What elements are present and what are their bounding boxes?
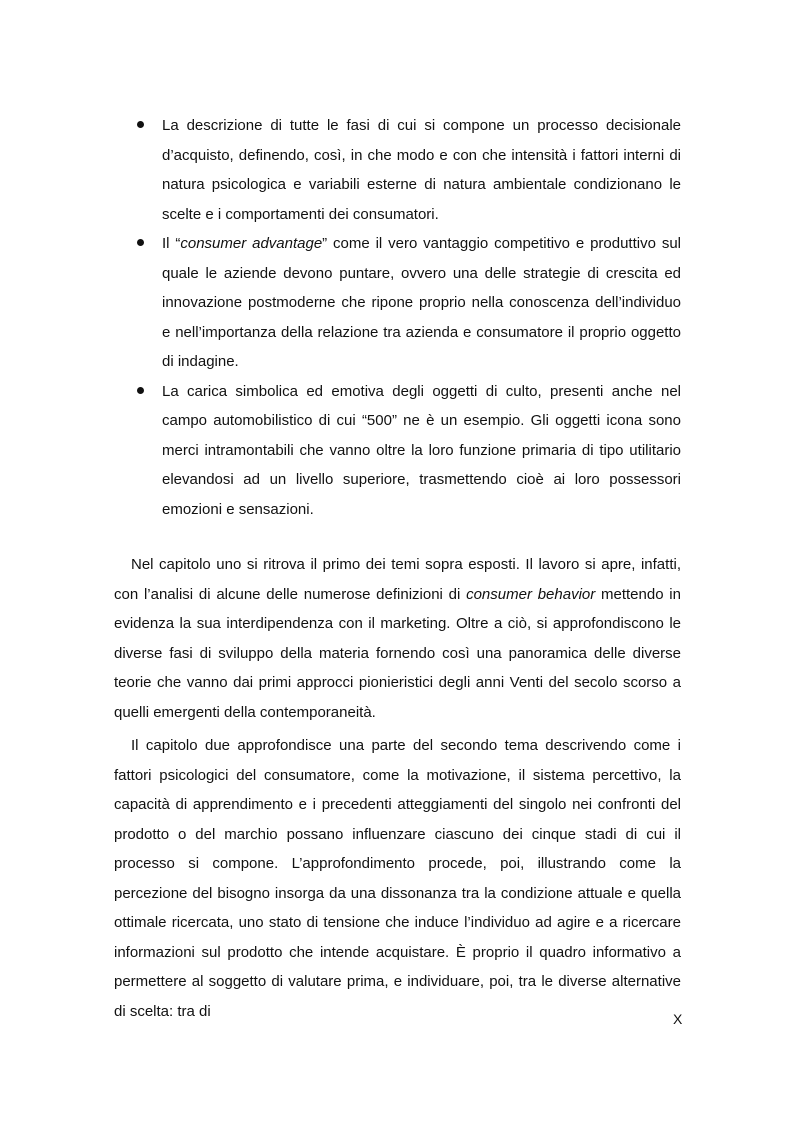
bullet-text-italic: consumer advantage	[180, 235, 323, 252]
bullet-list	[162, 111, 681, 524]
paragraph-text-before: Nel capitolo uno si ritrova il primo dei temi sopra esposti. Il lavoro si apre, infatti, con l’analisi di alcune delle numerose definizioni di	[114, 556, 681, 603]
bullet-text-after: ” come il vero vantaggio competitivo e produttivo sul quale le aziende devono puntare, ovvero una delle strategie di crescita ed innovazione postmoderne che ripone proprio nella conoscenza dell’individuo e nell’importanza della relazione tra azienda e consumatore il proprio oggetto di indagine.	[162, 235, 681, 370]
paragraph-text-italic: consumer behavior	[466, 585, 596, 603]
bullet-text-before: Il “	[162, 235, 181, 252]
page-number: X	[673, 1011, 683, 1027]
bullet-item	[162, 377, 681, 525]
bullet-text: La descrizione di tutte le fasi di cui si compone un processo decisionale d’acquisto, definendo, così, in che modo e con che intensità i fattori interni di natura psicologica e variabili esterne di natura ambientale condizionano le scelte e i comportamenti dei consumatori.	[162, 117, 681, 223]
bullet-dot-icon	[137, 121, 144, 128]
bullet-item	[162, 229, 681, 377]
paragraph-text: Il capitolo due approfondisce una parte del secondo tema descrivendo come i fattori psicologici del consumatore, come la motivazione, il sistema percettivo, la capacità di apprendimento e i precedenti atteggiamenti del singolo nei confronti del prodotto o del marchio possano influenzare ciascuno dei cinque stadi di cui il processo si compone. L’approfondimento procede, poi, illustrando come la percezione del bisogno insorga da una dissonanza tra la condizione attuale e quella ottimale ricercata, uno stato di tensione che induce l’individuo ad agire e a ricercare informazioni sul prodotto che intende acquistare. È proprio il quadro informativo a permettere al soggetto di valutare prima, e individuare, poi, tra le diverse alternative di scelta: tra di	[114, 737, 681, 1020]
paragraph	[114, 550, 681, 727]
bullet-dot-icon	[137, 387, 144, 394]
bullet-dot-icon	[137, 239, 144, 246]
paragraph	[114, 731, 681, 1026]
bullet-text: La carica simbolica ed emotiva degli oggetti di culto, presenti anche nel campo automobilistico di cui “500” ne è un esempio. Gli oggetti icona sono merci intramontabili che vanno oltre la loro funzione primaria di tipo utilitario elevandosi ad un livello superiore, trasmettendo cioè ai loro possessori emozioni e sensazioni.	[162, 382, 681, 518]
bullet-item	[162, 111, 681, 229]
body-text	[114, 550, 681, 1030]
paragraph-text-after: mettendo in evidenza la sua interdipendenza con il marketing. Oltre a ciò, si approfondiscono le diverse fasi di sviluppo della materia fornendo così una panoramica delle diverse teorie che vanno dai primi approcci pionieristici degli anni Venti del secolo scorso a quelli emergenti della contemporaneità.	[114, 585, 681, 721]
